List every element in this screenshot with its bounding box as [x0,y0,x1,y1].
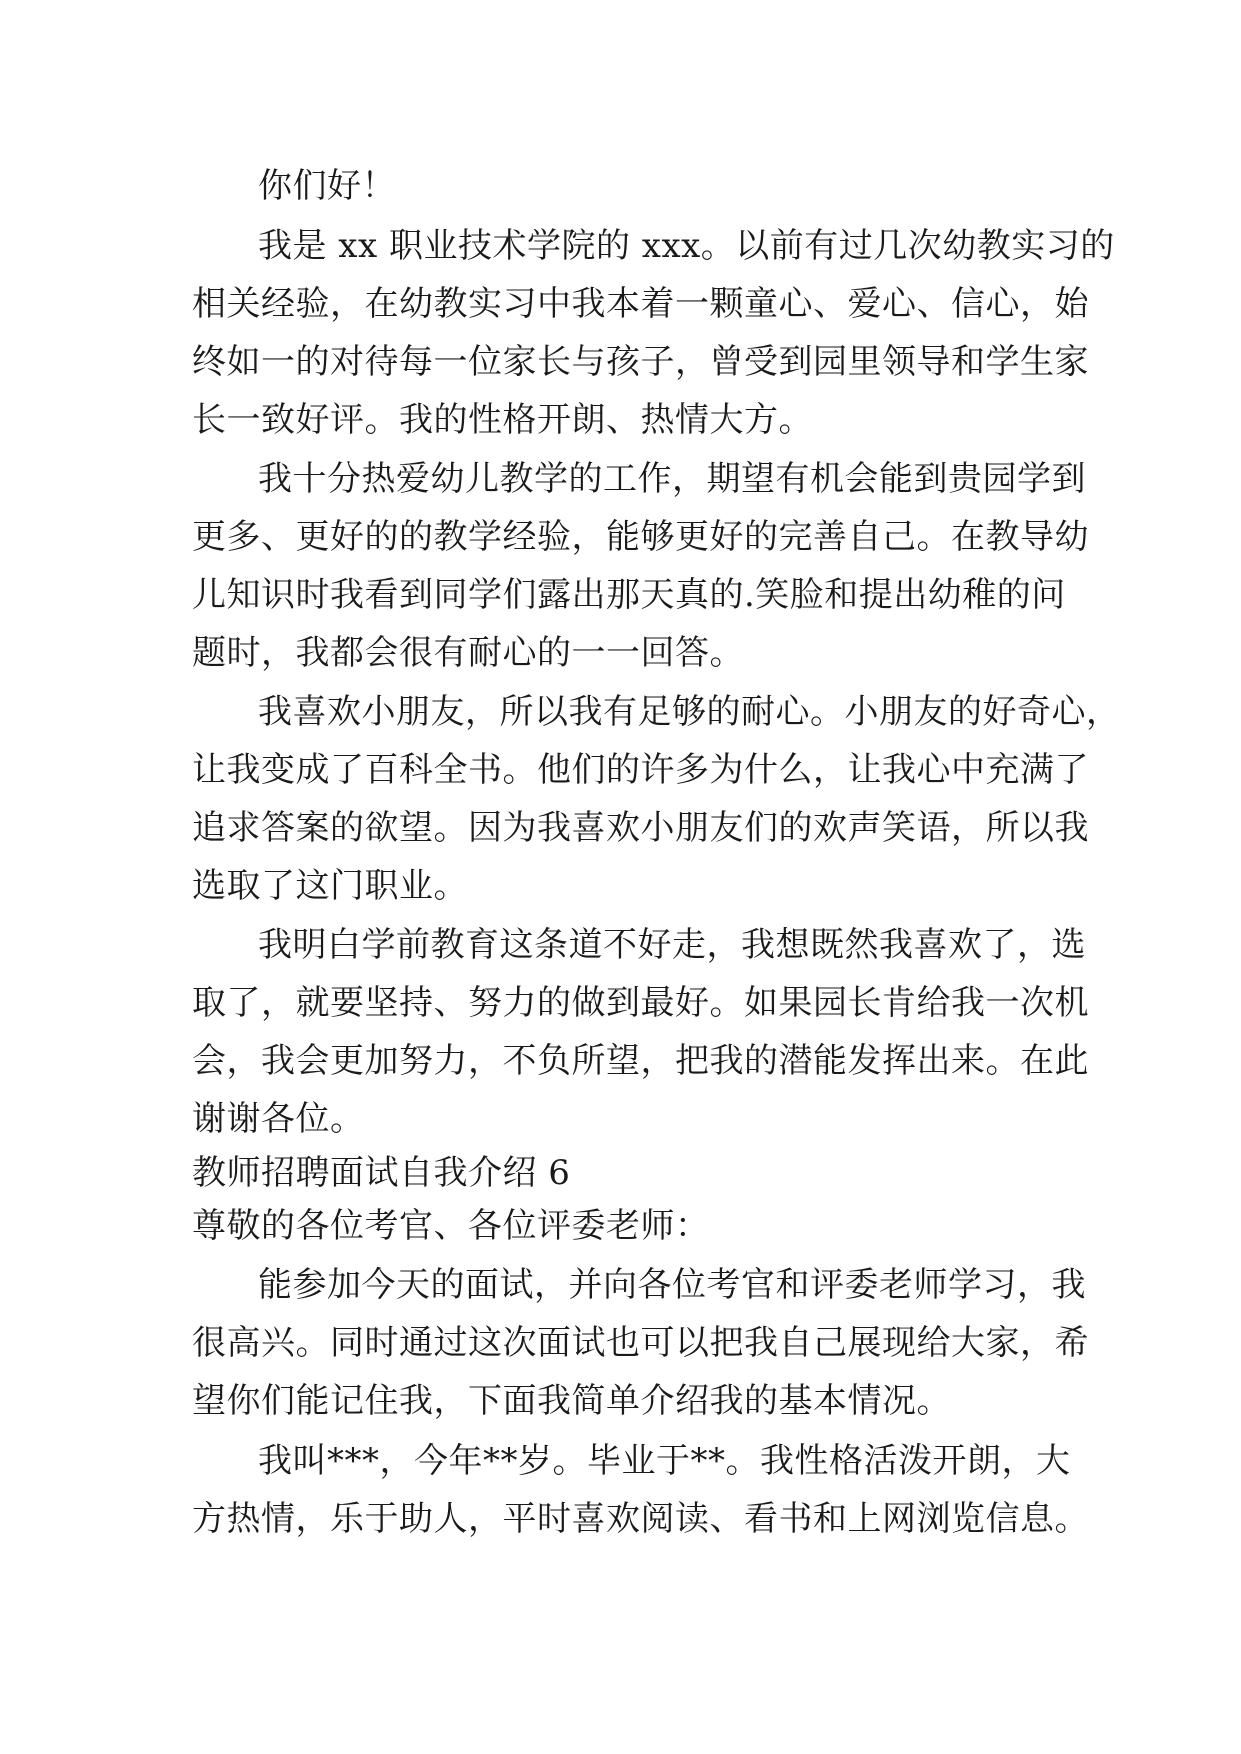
paragraph-2-line-3: 儿知识时我看到同学们露出那天真的.笑脸和提出幼稚的问 [192,575,1066,615]
paragraph-5-line-1: 能参加今天的面试，并向各位考官和评委老师学习，我 [258,1265,1086,1305]
section-heading: 教师招聘面试自我介绍 6 [192,1153,571,1193]
paragraph-3-line-2: 让我变成了百科全书。他们的许多为什么，让我心中充满了 [192,750,1089,790]
paragraph-2-line-1: 我十分热爱幼儿教学的工作，期望有机会能到贵园学到 [258,459,1086,499]
paragraph-3-line-1: 我喜欢小朋友，所以我有足够的耐心。小朋友的好奇心， [258,692,1121,732]
paragraph-1-line-4: 长一致好评。我的性格开朗、热情大方。 [192,400,813,440]
paragraph-1-line-1: 我是 xx 职业技术学院的 xxx。以前有过几次幼教实习的 [258,226,1115,266]
paragraph-4-line-2: 取了，就要坚持、努力的做到最好。如果园长肯给我一次机 [192,983,1089,1023]
paragraph-3-line-4: 选取了这门职业。 [192,866,468,906]
paragraph-4-line-3: 会，我会更加努力，不负所望，把我的潜能发挥出来。在此 [192,1041,1089,1081]
paragraph-1-line-3: 终如一的对待每一位家长与孩子，曾受到园里领导和学生家 [192,342,1089,382]
paragraph-2-line-4: 题时，我都会很有耐心的一一回答。 [192,633,744,673]
paragraph-4-line-1: 我明白学前教育这条道不好走，我想既然我喜欢了，选 [258,925,1086,965]
paragraph-1-line-2: 相关经验，在幼教实习中我本着一颗童心、爱心、信心，始 [192,284,1089,324]
paragraph-2-line-2: 更多、更好的的教学经验，能够更好的完善自己。在教导幼 [192,517,1089,557]
paragraph-5-line-2: 很高兴。同时通过这次面试也可以把我自己展现给大家，希 [192,1323,1089,1363]
paragraph-3-line-3: 追求答案的欲望。因为我喜欢小朋友们的欢声笑语，所以我 [192,808,1089,848]
salutation-line: 尊敬的各位考官、各位评委老师： [192,1206,710,1246]
greeting-line: 你们好！ [258,166,396,206]
paragraph-5-line-3: 望你们能记住我，下面我简单介绍我的基本情况。 [192,1381,951,1421]
paragraph-6-line-2: 方热情，乐于助人，平时喜欢阅读、看书和上网浏览信息。 [192,1499,1089,1539]
paragraph-6-line-1: 我叫***，今年**岁。毕业于**。我性格活泼开朗，大 [258,1441,1071,1481]
paragraph-4-line-4: 谢谢各位。 [192,1099,365,1139]
